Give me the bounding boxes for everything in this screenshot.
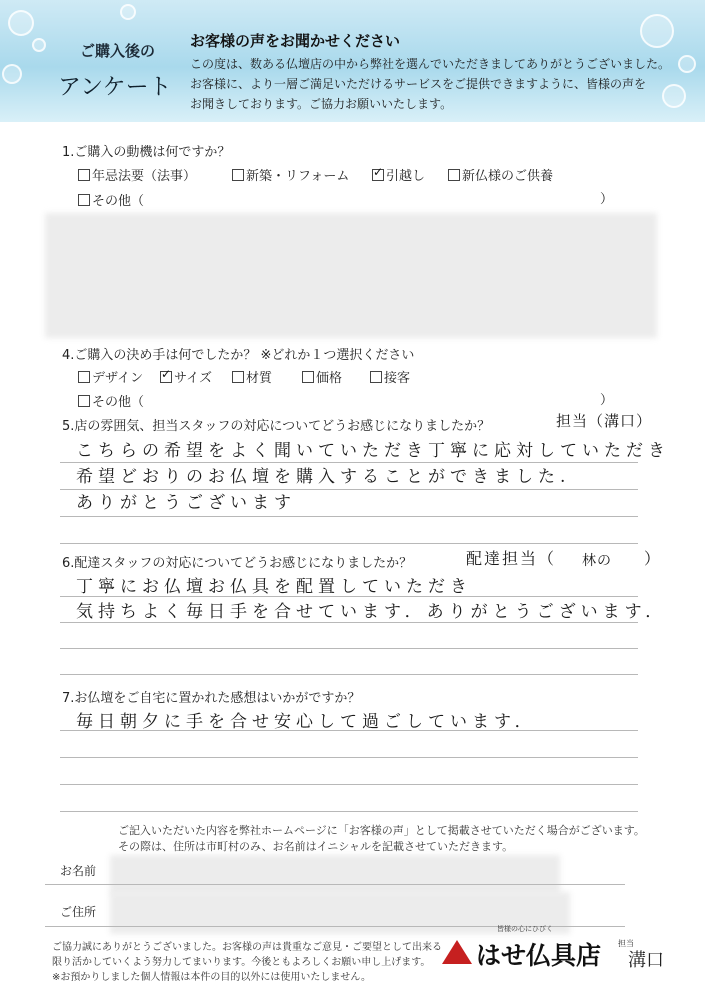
q1-option[interactable] xyxy=(372,165,425,184)
q7-answer-line: 毎日朝夕に手を合せ安心して過ごしています． xyxy=(76,712,537,732)
footer-text: ご協力誠にありがとうございました。お客様の声は貴重なご意見・ご要望として出来る xyxy=(52,942,442,953)
q4-option[interactable] xyxy=(160,367,212,386)
q6-answer-line: 気持ちよく毎日手を合せています．ありがとうございます． xyxy=(76,602,668,622)
publication-notice: その際は、住所は市町村のみ、お名前はイニシャルを記載させていただきます。 xyxy=(118,840,514,853)
intro-line: この度は、数ある仏壇店の中から弊社を選んでいただきましてありがとうございました。 xyxy=(190,57,671,71)
store-logo xyxy=(442,925,602,972)
logo-mark-icon xyxy=(442,940,472,964)
logo-name: はせ仏具店 xyxy=(476,941,602,970)
checkbox[interactable] xyxy=(78,395,90,407)
checkbox[interactable] xyxy=(448,169,460,181)
answer-rule xyxy=(60,674,638,675)
answer-rule xyxy=(60,543,638,544)
q1-other-close: ） xyxy=(600,192,614,207)
q6-staff-label: 配達担当（ xyxy=(466,549,557,568)
q5-staff-note: 担当（溝口） xyxy=(556,412,653,430)
q4-option-label: 材質 xyxy=(246,371,273,386)
q4-option[interactable] xyxy=(370,367,410,386)
q4-other-close: ） xyxy=(600,393,614,408)
q1-option[interactable] xyxy=(78,165,196,184)
survey-title: アンケート xyxy=(58,74,172,100)
bubble-decoration xyxy=(2,64,22,84)
name-field-redacted xyxy=(110,855,560,895)
q6-staff-close: ） xyxy=(644,549,666,568)
q4-option-other[interactable] xyxy=(78,391,144,410)
q6-staff-name: 林の xyxy=(582,553,612,569)
answer-rule xyxy=(60,811,638,812)
survey-subtitle: ご購入後の xyxy=(80,42,156,60)
q4-option[interactable] xyxy=(302,367,342,386)
answer-rule xyxy=(60,784,638,785)
intro-line: お客様に、より一層ご満足いただけるサービスをご提供できますように、皆様の声を xyxy=(190,77,647,91)
bubble-decoration xyxy=(678,55,696,73)
q1-option-other[interactable] xyxy=(78,190,144,209)
bubble-decoration xyxy=(32,38,46,52)
question-5-label: 5.店の雰囲気、担当スタッフの対応についてどうお感じになりましたか？ xyxy=(62,419,491,434)
checkbox[interactable] xyxy=(370,371,382,383)
survey-header xyxy=(0,0,705,122)
checkbox[interactable] xyxy=(302,371,314,383)
checkbox[interactable] xyxy=(232,371,244,383)
footer-text: 限り活かしていくよう努力してまいります。今後ともよろしくお願い申し上げます。 xyxy=(52,957,431,968)
checkbox[interactable] xyxy=(78,169,90,181)
checkbox[interactable] xyxy=(78,371,90,383)
answer-rule xyxy=(60,757,638,758)
staff-signature: 溝口 xyxy=(628,950,664,971)
question-1-label: 1.ご購入の動機は何ですか？ xyxy=(62,145,231,160)
q4-option-label: 接客 xyxy=(384,371,411,386)
q4-option[interactable] xyxy=(78,367,143,386)
checkbox-checked[interactable] xyxy=(372,169,384,181)
q1-option-label: 新仏様のご供養 xyxy=(462,169,554,184)
q1-option[interactable] xyxy=(448,165,553,184)
logo-tagline: 皆様の心にひびく xyxy=(497,925,553,933)
survey-heading: お客様の声をお聞かせください xyxy=(190,32,401,50)
q1-option[interactable] xyxy=(232,165,349,184)
q4-other-label: その他（ xyxy=(92,395,145,410)
question-6-label: 6.配達スタッフの対応についてどうお感じになりましたか？ xyxy=(62,556,413,571)
answer-rule xyxy=(60,648,638,649)
checkbox[interactable] xyxy=(232,169,244,181)
question-7-label: 7.お仏壇をご自宅に置かれた感想はいかがですか？ xyxy=(62,691,361,706)
redacted-area xyxy=(45,213,657,338)
staff-label: 担当 xyxy=(618,939,634,948)
address-label: ご住所 xyxy=(60,905,97,919)
field-rule xyxy=(45,884,625,885)
answer-rule xyxy=(60,622,638,623)
bubble-decoration xyxy=(662,84,686,108)
footer-text: ※お預かりしました個人情報は本件の目的以外には使用いたしません。 xyxy=(52,972,371,983)
q4-option-label: デザイン xyxy=(92,371,144,386)
bubble-decoration xyxy=(640,14,674,48)
q4-option[interactable] xyxy=(232,367,272,386)
q5-answer-line: こちらの希望をよく聞いていただき丁寧に応対していただき xyxy=(76,441,670,461)
name-label: お名前 xyxy=(60,864,97,878)
checkbox-checked[interactable] xyxy=(160,371,172,383)
q1-option-label: 引越し xyxy=(386,169,426,184)
q5-answer-line: ありがとうございます xyxy=(76,493,296,513)
q5-answer-line: 希望どおりのお仏壇を購入することができました. xyxy=(76,467,571,487)
q1-option-label: 年忌法要（法事） xyxy=(92,169,197,184)
question-4-label: 4.ご購入の決め手は何でしたか？ ※どれか１つ選択ください xyxy=(62,348,415,363)
publication-notice: ご記入いただいた内容を弊社ホームページに「お客様の声」として掲載させていただく場合がございます。 xyxy=(118,824,645,837)
checkbox[interactable] xyxy=(78,194,90,206)
q1-other-label: その他（ xyxy=(92,194,145,209)
q1-option-label: 新築・リフォーム xyxy=(246,169,350,184)
answer-rule xyxy=(60,516,638,517)
q4-option-label: サイズ xyxy=(174,371,212,386)
q6-answer-line: 丁寧にお仏壇お仏具を配置していただき xyxy=(76,577,472,597)
q4-option-label: 価格 xyxy=(316,371,343,386)
intro-line: お聞きしております。ご協力お願いいたします。 xyxy=(190,97,453,111)
bubble-decoration xyxy=(120,4,136,20)
bubble-decoration xyxy=(8,10,34,36)
